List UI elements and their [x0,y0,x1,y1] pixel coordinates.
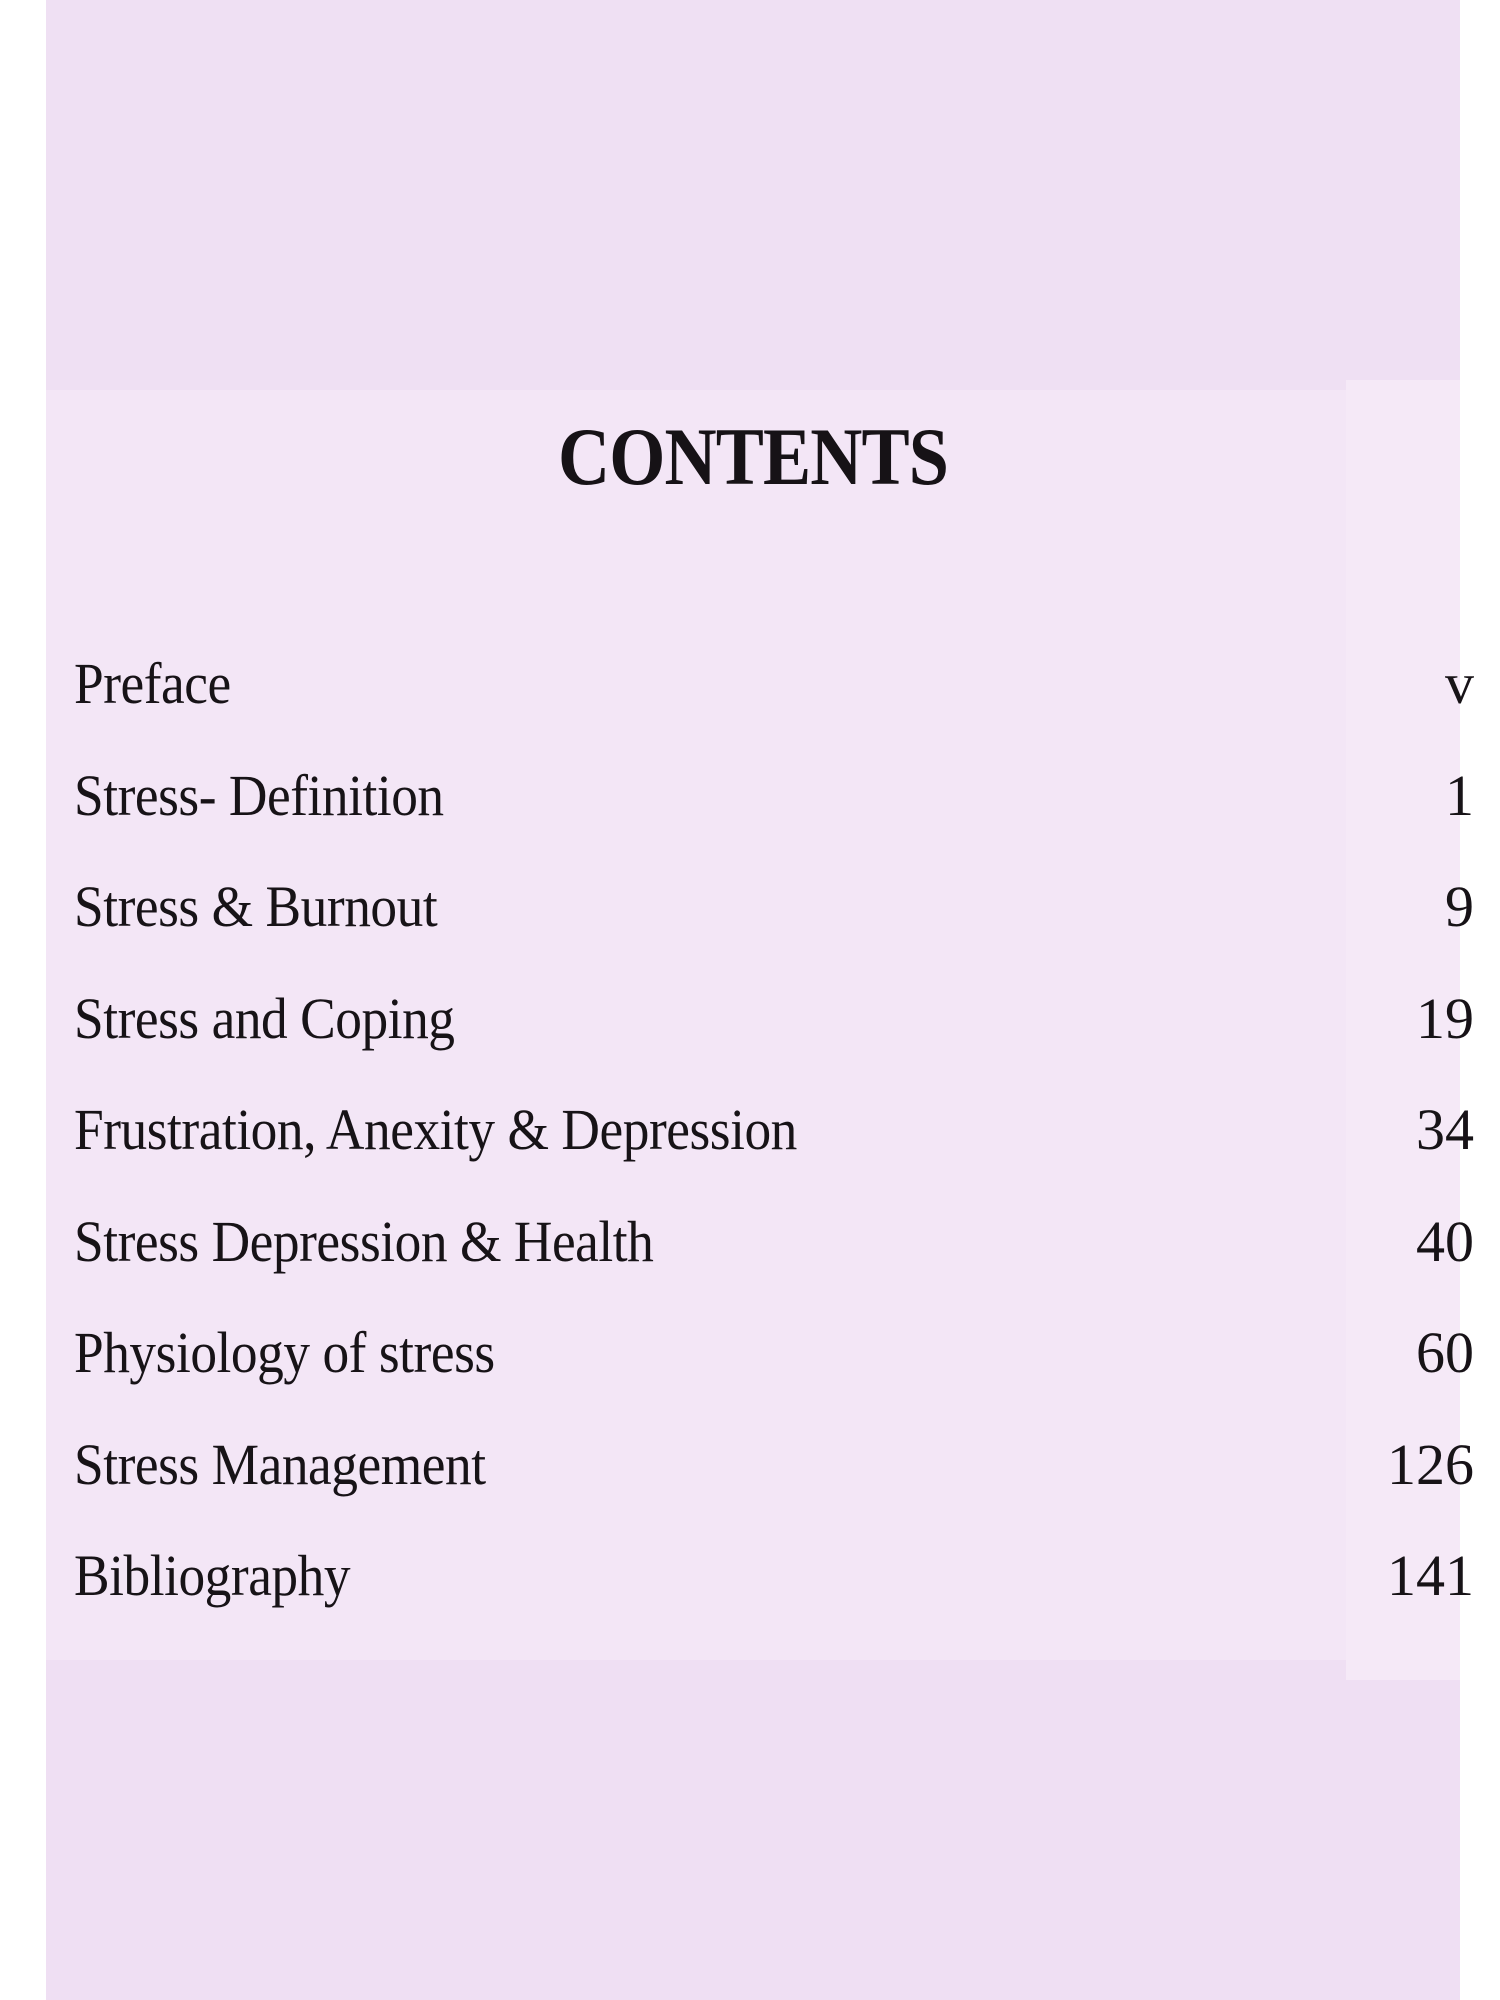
toc-entry [74,650,1474,762]
toc-entry-title: Physiology of stress [74,1320,495,1385]
toc-entry-page: 126 [1387,1431,1474,1497]
toc-entry-page: 60 [1416,1320,1474,1385]
page-shading-bottom [46,1660,1460,2000]
toc-entry-title: Bibliography [74,1543,351,1608]
toc-entry [74,985,1474,1097]
page-shading-top [46,0,1460,390]
book-page [46,0,1474,2000]
toc-entry-page: v [1445,651,1474,716]
toc-entry-page: 141 [1387,1543,1474,1608]
toc-entry [74,1319,1474,1431]
table-of-contents [74,650,1474,1654]
toc-entry-title: Frustration, Anexity & Depression [74,1097,797,1162]
contents-heading: CONTENTS [558,411,948,502]
toc-entry [74,762,1474,874]
toc-entry-title: Preface [74,651,231,716]
toc-entry-title: Stress and Coping [74,985,455,1051]
toc-entry [74,1542,1474,1654]
toc-entry-page: 34 [1416,1097,1474,1162]
toc-entry-page: 40 [1416,1208,1474,1274]
toc-entry-title: Stress & Burnout [74,874,438,939]
toc-entry-page: 1 [1445,762,1474,828]
toc-entry-title: Stress Depression & Health [74,1208,654,1274]
toc-entry-page: 19 [1416,985,1474,1051]
toc-entry-title: Stress Management [74,1431,486,1497]
toc-entry-page: 9 [1445,874,1474,939]
toc-entry [74,1208,1474,1320]
toc-entry [74,1431,1474,1543]
toc-entry [74,873,1474,985]
toc-entry [74,1096,1474,1208]
toc-entry-title: Stress- Definition [74,762,444,828]
